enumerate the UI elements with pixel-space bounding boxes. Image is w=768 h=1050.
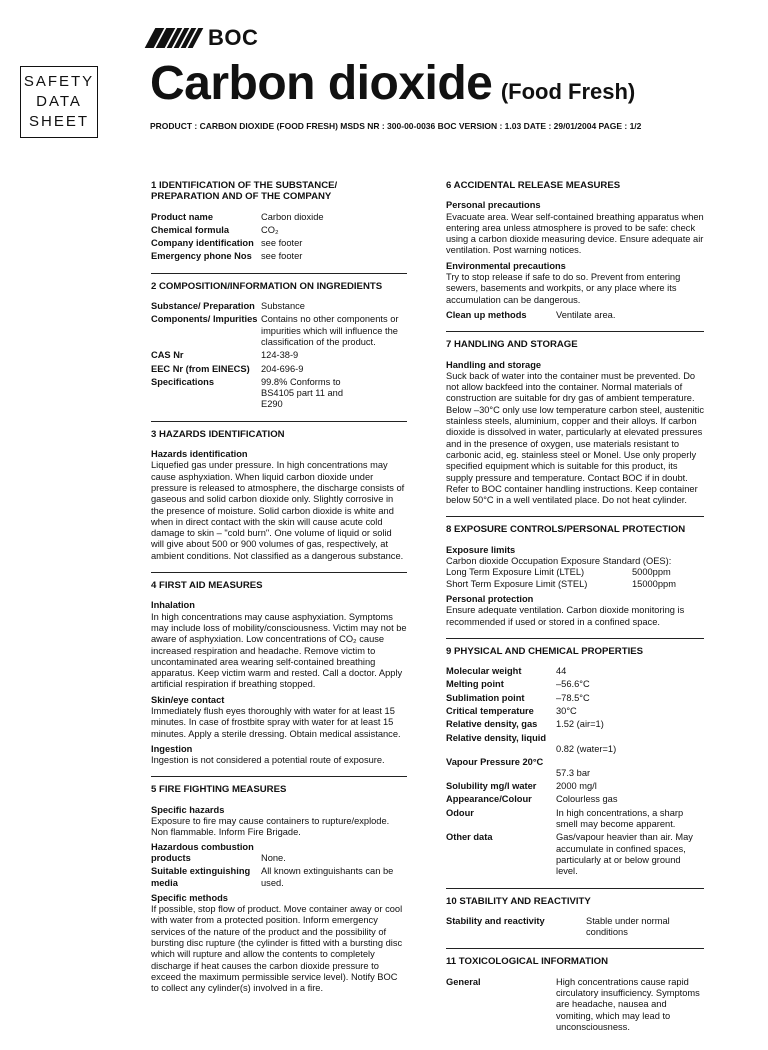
paragraph: If possible, stop flow of product. Move container away or cool with water from a protected position. Inform emergency services of the nature of the product and the possibility of bursting disc rupture (the cylinder is fitted with a bursting disc which will rupture and allow the contents to completely discharge if heat causes the carbon dioxide pressure to exceed the maximum permissible service level). Notify BOC to collect any cylinder(s) involved in a fire. bbox=[151, 904, 403, 994]
section-title: 10 STABILITY AND REACTIVITY bbox=[446, 895, 591, 907]
kv-row bbox=[446, 719, 704, 730]
kv-value: Contains no other components or impurities which will influence the classification of the product. bbox=[261, 314, 399, 347]
kv-row bbox=[151, 251, 407, 262]
kv-value: 2000 mg/l bbox=[556, 781, 597, 792]
paragraph: Evacuate area. Wear self-contained breathing apparatus when entering area unless atmosphere is proved to be safe: check using a carbon dioxide measuring device. Ensure adequate air ventilation. Post warning notices. bbox=[446, 211, 704, 256]
subsection-title: Environmental precautions bbox=[446, 260, 566, 271]
subsection-title: Hazards identification bbox=[151, 449, 248, 460]
kv-value: see footer bbox=[261, 251, 303, 262]
kv-value: Stable under normal conditions bbox=[586, 915, 670, 938]
kv-value: 30°C bbox=[556, 705, 577, 716]
kv-key: Critical temperature bbox=[446, 705, 534, 716]
kv-row bbox=[446, 310, 704, 321]
section-title: 4 FIRST AID MEASURES bbox=[151, 580, 263, 592]
section-10 bbox=[446, 896, 704, 950]
exposure-limit-row bbox=[446, 567, 704, 578]
exposure-limit-row bbox=[446, 579, 704, 590]
section-title: 6 ACCIDENTAL RELEASE MEASURES bbox=[446, 180, 621, 191]
kv-row bbox=[446, 706, 704, 717]
kv-value: CO₂ bbox=[261, 224, 279, 235]
kv-key: Company identification bbox=[151, 238, 254, 249]
subsection-title: Ingestion bbox=[151, 743, 193, 754]
kv-value: Ventilate area. bbox=[556, 309, 616, 320]
section-title: 2 COMPOSITION/INFORMATION ON INGREDIENTS bbox=[151, 280, 383, 292]
kv-value: 99.8% Conforms to BS4105 part 11 and E290 bbox=[261, 376, 344, 410]
kv-row bbox=[151, 842, 407, 865]
kv-value: High concentrations cause rapid circulatory insufficiency. Symptoms are headache, nausea and vomiting, which may lead to unconsciousness. bbox=[556, 976, 700, 1032]
kv-row bbox=[151, 225, 407, 236]
kv-key: Molecular weight bbox=[446, 666, 522, 677]
exposure-limit-label: Long Term Exposure Limit (LTEL) bbox=[446, 567, 585, 578]
kv-row bbox=[151, 212, 407, 223]
boc-logo bbox=[150, 26, 258, 50]
paragraph: Immediately flush eyes thoroughly with water for at least 15 minutes. In case of frostbite spray with water for at least 15 minutes. Apply a sterile dressing. Obtain medical assistance. bbox=[151, 705, 401, 739]
kv-key: General bbox=[446, 976, 481, 987]
kv-row bbox=[446, 781, 704, 792]
paragraph: Ingestion is not considered a potential route of exposure. bbox=[151, 755, 385, 766]
kv-value: –78.5°C bbox=[556, 692, 590, 703]
brand-name: BOC bbox=[208, 25, 259, 50]
subsection-title: Specific hazards bbox=[151, 804, 225, 815]
section-2 bbox=[151, 281, 407, 422]
subsection-title: Handling and storage bbox=[446, 359, 542, 370]
safety-data-sheet-box bbox=[20, 66, 98, 138]
section-title: 7 HANDLING AND STORAGE bbox=[446, 339, 578, 351]
kv-key: Specifications bbox=[151, 376, 215, 387]
kv-value: –56.6°C bbox=[556, 679, 590, 690]
section-4 bbox=[151, 580, 407, 777]
kv-row bbox=[151, 364, 407, 375]
exposure-limit-label: Short Term Exposure Limit (STEL) bbox=[446, 578, 588, 589]
kv-row bbox=[446, 757, 704, 779]
kv-row bbox=[446, 679, 704, 690]
right-column bbox=[446, 178, 704, 1050]
kv-value: Colourless gas bbox=[556, 794, 618, 805]
left-column bbox=[151, 178, 407, 1012]
boc-stripes-icon bbox=[150, 28, 198, 48]
title-sub: (Food Fresh) bbox=[500, 79, 636, 104]
kv-key: Chemical formula bbox=[151, 224, 230, 235]
subsection-title: Personal precautions bbox=[446, 200, 541, 211]
kv-row bbox=[151, 301, 407, 312]
kv-row bbox=[151, 350, 407, 361]
kv-key: Other data bbox=[446, 832, 493, 843]
kv-row bbox=[446, 693, 704, 704]
title-main: Carbon dioxide bbox=[150, 57, 493, 110]
kv-value: 1.52 (air=1) bbox=[556, 719, 604, 730]
section-11 bbox=[446, 956, 704, 1043]
kv-value: 0.82 (water=1) bbox=[556, 743, 617, 754]
section-1 bbox=[151, 180, 407, 274]
kv-key: Suitable extinguishing media bbox=[151, 866, 251, 888]
exposure-limit-value: 15000ppm bbox=[632, 578, 676, 589]
section-title: 9 PHYSICAL AND CHEMICAL PROPERTIES bbox=[446, 645, 644, 657]
kv-value: 204-696-9 bbox=[261, 363, 304, 374]
kv-row bbox=[151, 314, 407, 348]
section-6 bbox=[446, 180, 704, 332]
kv-key: CAS Nr bbox=[151, 350, 184, 361]
paragraph: In high concentrations may cause asphyxiation. Symptoms may include loss of mobility/consciousness. Victim may not be aware of asphyxiation. Low concentrations of CO₂ cause increased respiration and headache. Remove victim to uncontaminated area wearing self-contained breathing apparatus. Keep victim warm and rested. Call a doctor. Apply artificial respiration if breathing stopped. bbox=[151, 611, 407, 690]
kv-value: see footer bbox=[261, 238, 303, 249]
section-9 bbox=[446, 646, 704, 889]
kv-key: Odour bbox=[446, 807, 474, 818]
paragraph: Liquefied gas under pressure. In high concentrations may cause asphyxiation. When liquid carbon dioxide under pressure is released to atmosphere, the discharge consists of gaseous and solid carbon dioxide only. Slightly corrosive in the presence of moisture. Solid carbon dioxide is white and when in direct contact with the skin will cause acute cold damage to skin – "cold burn". One volume of liquid or solid will give about 500 or 900 volumes of gas, respectively, at ambient conditions. Not classified as a dangerous substance. bbox=[151, 460, 405, 561]
page-title bbox=[150, 56, 635, 111]
subsection-title: Exposure limits bbox=[446, 544, 516, 555]
kv-key: Stability and reactivity bbox=[446, 915, 545, 926]
paragraph: Ensure adequate ventilation. Carbon dioxide monitoring is recommended if used or stored in a confined space. bbox=[446, 605, 685, 627]
kv-key: Clean up methods bbox=[446, 309, 527, 320]
kv-value: Substance bbox=[261, 301, 305, 312]
kv-row bbox=[446, 977, 704, 1033]
kv-key: Solubility mg/l water bbox=[446, 781, 537, 792]
kv-row bbox=[151, 238, 407, 249]
kv-value: 57.3 bar bbox=[556, 767, 591, 778]
kv-key: Vapour Pressure 20°C bbox=[446, 756, 544, 767]
subsection-title: Specific methods bbox=[151, 892, 228, 903]
kv-row bbox=[446, 733, 704, 755]
sds-box-line: SAFETY bbox=[23, 73, 95, 90]
kv-value: Carbon dioxide bbox=[261, 211, 324, 222]
section-title: 5 FIRE FIGHTING MEASURES bbox=[151, 784, 287, 796]
product-line: PRODUCT : CARBON DIOXIDE (FOOD FRESH) MSDS NR : 300-00-0036 BOC VERSION : 1.03 DATE : 29/01/2004 PAGE : 1/2 bbox=[150, 121, 642, 131]
kv-row bbox=[446, 832, 704, 877]
section-7 bbox=[446, 339, 704, 517]
section-title: 1 IDENTIFICATION OF THE SUBSTANCE/ PREPARATION AND OF THE COMPANY bbox=[151, 180, 338, 203]
kv-value: 124-38-9 bbox=[261, 350, 299, 361]
kv-value: None. bbox=[261, 852, 286, 863]
kv-key: Sublimation point bbox=[446, 692, 525, 703]
paragraph: Exposure to fire may cause containers to rupture/explode. Non flammable. Inform Fire Brigade. bbox=[151, 816, 390, 838]
kv-value: Gas/vapour heavier than air. May accumulate in confined spaces, particularly at or below ground level. bbox=[556, 832, 693, 877]
section-3 bbox=[151, 429, 407, 573]
section-title: 11 TOXICOLOGICAL INFORMATION bbox=[446, 956, 609, 968]
section-8 bbox=[446, 524, 704, 638]
paragraph: Try to stop release if safe to do so. Prevent from entering sewers, basements and workpits, or any place where its accumulation can be dangerous. bbox=[446, 272, 681, 305]
section-title: 8 EXPOSURE CONTROLS/PERSONAL PROTECTION bbox=[446, 524, 686, 536]
kv-key: EEC Nr (from EINECS) bbox=[151, 363, 250, 374]
kv-key: Components/ Impurities bbox=[151, 314, 258, 325]
kv-row bbox=[446, 794, 704, 805]
sds-box-line: SHEET bbox=[28, 113, 89, 130]
kv-key: Emergency phone Nos bbox=[151, 251, 252, 262]
kv-key: Substance/ Preparation bbox=[151, 301, 255, 312]
kv-row bbox=[446, 808, 704, 831]
paragraph: Suck back of water into the container must be prevented. Do not allow backfeed into the container. Normal materials of construction are suitable for dry gas of ambient temperature. Below –30°C only use low temperature carbon steel, austenitic stainless steels, aluminium, copper and their alloys. If carbon dioxide is dissolved in water, particularly at elevated pressures and in the presence of oxygen, use materials resistant to carbonic acid, eg. stainless steel or Monel. Use only properly specified equipment which is suitable for this product, its supply pressure and temperature. Contact BOC if in doubt. Refer to BOC container handling instructions. Keep container below 50°C in a well ventilated place. Do not heat cylinder. bbox=[446, 370, 704, 506]
kv-row bbox=[151, 377, 407, 411]
kv-key: Hazardous combustion products bbox=[151, 841, 254, 863]
kv-row bbox=[151, 866, 407, 889]
kv-key: Appearance/Colour bbox=[446, 794, 532, 805]
kv-key: Relative density, gas bbox=[446, 719, 538, 730]
kv-key: Relative density, liquid bbox=[446, 732, 547, 743]
sds-box-line: DATA bbox=[36, 93, 82, 110]
kv-value: All known extinguishants can be used. bbox=[261, 866, 394, 888]
section-title: 3 HAZARDS IDENTIFICATION bbox=[151, 428, 285, 440]
kv-key: Melting point bbox=[446, 679, 504, 690]
exposure-limit-value: 5000ppm bbox=[632, 567, 671, 578]
kv-row bbox=[446, 916, 704, 939]
kv-value: 44 bbox=[556, 666, 567, 677]
subsection-title: Personal protection bbox=[446, 593, 534, 604]
subsection-title: Skin/eye contact bbox=[151, 694, 225, 705]
kv-row bbox=[446, 666, 704, 677]
section-5 bbox=[151, 784, 407, 1004]
kv-value: In high concentrations, a sharp smell may become apparent. bbox=[556, 807, 684, 830]
subsection-title: Inhalation bbox=[151, 600, 195, 611]
kv-key: Product name bbox=[151, 211, 213, 222]
paragraph: Carbon dioxide Occupation Exposure Standard (OES): bbox=[446, 556, 672, 567]
